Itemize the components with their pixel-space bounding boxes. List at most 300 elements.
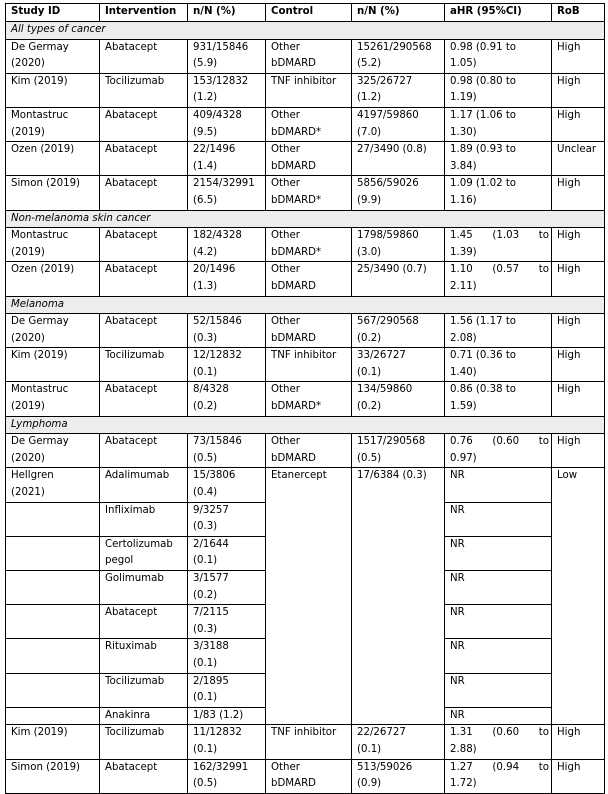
study-id-cell-line: (2021)	[11, 487, 45, 499]
intervention-count-cell	[188, 382, 266, 416]
control-cell-line: bDMARD	[271, 160, 316, 172]
ahr-cell-line: 0.98 (0.80 to	[450, 75, 517, 87]
intervention-cell	[100, 434, 188, 468]
rob-cell: High	[552, 176, 605, 210]
header-ahr: aHR (95%CI)	[445, 4, 552, 22]
control-cell-line: Other	[271, 761, 300, 773]
rob-cell: High	[552, 39, 605, 73]
control-count-cell	[352, 759, 445, 793]
intervention-cell	[100, 468, 188, 502]
intervention-cell-line: Infliximab	[105, 504, 156, 516]
ahr-cell: NR	[445, 536, 552, 570]
control-count-cell-line: (0.1)	[357, 743, 382, 755]
intervention-count-cell	[188, 228, 266, 262]
section-title: Non-melanoma skin cancer	[6, 210, 605, 228]
control-count-cell-line: 25/3490 (0.7)	[357, 264, 427, 276]
control-cell-line: Other	[271, 41, 300, 53]
intervention-count-cell-line: 2154/32991	[193, 178, 255, 190]
rob-cell: High	[552, 348, 605, 382]
ahr-word: 1.10	[450, 264, 473, 276]
section-header-row	[6, 210, 605, 228]
intervention-cell	[100, 725, 188, 759]
ahr-cell: NR	[445, 502, 552, 536]
ahr-cell	[445, 348, 552, 382]
intervention-count-cell-line: 22/1496	[193, 144, 236, 156]
rob-cell: High	[552, 759, 605, 793]
control-cell	[266, 262, 352, 296]
ahr-cell-line: 1.17 (1.06 to	[450, 109, 517, 121]
ahr-cell-line: 1.89 (0.93 to	[450, 144, 517, 156]
rob-cell: High	[552, 228, 605, 262]
intervention-count-cell-line: (1.4)	[193, 160, 218, 172]
intervention-cell-line: Abatacept	[105, 607, 158, 619]
intervention-cell-line: Abatacept	[105, 178, 158, 190]
empty-study-cell	[6, 639, 100, 673]
empty-study-cell	[6, 536, 100, 570]
intervention-count-cell	[188, 707, 266, 725]
control-cell-line: Etanercept	[271, 470, 327, 482]
study-id-cell-line: Simon (2019)	[11, 178, 81, 190]
intervention-count-cell-line: (0.5)	[193, 452, 218, 464]
table-row	[6, 107, 605, 141]
intervention-cell	[100, 382, 188, 416]
control-count-cell	[352, 262, 445, 296]
study-id-cell	[6, 107, 100, 141]
ahr-cell	[445, 434, 552, 468]
ahr-cell-line	[450, 434, 549, 451]
intervention-count-cell-line: 153/12832	[193, 75, 249, 87]
intervention-cell-line: Tocilizumab	[105, 727, 165, 739]
ahr-word: (0.60	[492, 436, 520, 448]
study-id-cell-line: De Germay	[11, 316, 69, 328]
table-row	[6, 142, 605, 176]
intervention-cell-line: Abatacept	[105, 230, 158, 242]
ahr-word: 1.31	[450, 727, 473, 739]
intervention-cell-line: Abatacept	[105, 436, 158, 448]
section-header-row	[6, 296, 605, 314]
intervention-count-cell	[188, 502, 266, 536]
ahr-cell: NR	[445, 707, 552, 725]
intervention-count-cell	[188, 73, 266, 107]
study-id-cell	[6, 39, 100, 73]
control-cell	[266, 73, 352, 107]
intervention-count-cell	[188, 434, 266, 468]
intervention-cell-line: Golimumab	[105, 573, 164, 584]
intervention-cell-line: Anakinra	[105, 709, 151, 721]
ahr-cell-line: 0.97)	[450, 452, 477, 464]
intervention-count-cell	[188, 571, 266, 605]
intervention-cell-line: Adalimumab	[105, 470, 170, 482]
ahr-cell-line: 1.39)	[450, 246, 477, 258]
control-count-cell-line: 1517/290568	[357, 436, 426, 448]
ahr-cell-line: 1.72)	[450, 778, 477, 790]
control-cell-line: TNF inhibitor	[271, 727, 337, 739]
intervention-count-cell-line: (0.1)	[193, 366, 218, 378]
study-id-cell-line: Simon (2019)	[11, 761, 81, 773]
intervention-cell	[100, 176, 188, 210]
intervention-count-cell	[188, 107, 266, 141]
study-id-cell	[6, 73, 100, 107]
study-id-cell-line: (2020)	[11, 58, 45, 70]
header-study-id: Study ID	[6, 4, 100, 22]
control-cell-line: Other	[271, 264, 300, 276]
ahr-cell-line: 0.71 (0.36 to	[450, 350, 517, 362]
intervention-count-cell-line: 182/4328	[193, 230, 242, 242]
ahr-cell-line: 3.84)	[450, 160, 477, 172]
intervention-cell	[100, 73, 188, 107]
study-id-cell-line: De Germay	[11, 436, 69, 448]
ahr-cell: NR	[445, 571, 552, 605]
control-count-cell-line: 513/59026	[357, 761, 413, 773]
intervention-count-cell	[188, 314, 266, 348]
table-row	[6, 434, 605, 468]
intervention-count-cell-line: (0.4)	[193, 487, 218, 499]
control-count-cell-line: (0.9)	[357, 778, 382, 790]
intervention-cell	[100, 39, 188, 73]
intervention-count-cell-line: 52/15846	[193, 316, 242, 328]
control-count-cell	[352, 176, 445, 210]
intervention-count-cell	[188, 176, 266, 210]
control-count-cell-line: (3.0)	[357, 246, 382, 258]
table-row	[6, 176, 605, 210]
intervention-cell-line: Abatacept	[105, 41, 158, 53]
ahr-cell-line: 0.86 (0.38 to	[450, 384, 517, 396]
intervention-count-cell-line: (0.5)	[193, 778, 218, 790]
intervention-count-cell-line: (6.5)	[193, 194, 218, 206]
intervention-cell	[100, 673, 188, 707]
control-cell-line: Other	[271, 144, 300, 156]
intervention-count-cell	[188, 39, 266, 73]
section-header-row	[6, 22, 605, 40]
empty-study-cell	[6, 571, 100, 605]
control-cell-line: bDMARD*	[271, 246, 322, 258]
ahr-word: to	[538, 761, 549, 773]
intervention-cell	[100, 107, 188, 141]
study-id-cell-line: Kim (2019)	[11, 75, 68, 87]
ahr-cell-line: 1.59)	[450, 401, 477, 413]
ahr-cell	[445, 228, 552, 262]
rob-cell: High	[552, 725, 605, 759]
ahr-cell: NR	[445, 673, 552, 707]
intervention-count-cell-line: 2/1895	[193, 675, 229, 687]
table-row	[6, 382, 605, 416]
study-id-cell	[6, 759, 100, 793]
study-id-cell-line: (2019)	[11, 401, 45, 413]
control-cell	[266, 468, 352, 725]
ahr-cell-line: 0.98 (0.91 to	[450, 41, 517, 53]
ahr-cell	[445, 142, 552, 176]
ahr-cell: NR	[445, 639, 552, 673]
table-row	[6, 348, 605, 382]
control-count-cell	[352, 468, 445, 725]
rob-cell: Unclear	[552, 142, 605, 176]
ahr-cell-line: 1.19)	[450, 92, 477, 104]
ahr-word: to	[538, 264, 549, 276]
control-count-cell-line: 1798/59860	[357, 230, 419, 242]
ahr-word: to	[538, 230, 549, 242]
intervention-count-cell-line: (0.3)	[193, 332, 218, 344]
control-cell	[266, 759, 352, 793]
ahr-cell	[445, 176, 552, 210]
intervention-cell	[100, 639, 188, 673]
control-count-cell-line: (1.2)	[357, 92, 382, 104]
control-count-cell-line: (0.5)	[357, 452, 382, 464]
control-count-cell-line: 15261/290568	[357, 41, 432, 53]
control-count-cell-line: (0.1)	[357, 366, 382, 378]
control-count-cell-line: (5.2)	[357, 58, 382, 70]
rob-cell: High	[552, 107, 605, 141]
control-cell	[266, 39, 352, 73]
intervention-count-cell-line: 931/15846	[193, 41, 249, 53]
intervention-count-cell-line: 1/83 (1.2)	[193, 709, 244, 721]
intervention-count-cell-line: 409/4328	[193, 109, 242, 121]
ahr-cell-line	[450, 725, 549, 742]
intervention-count-cell-line: (0.1)	[193, 555, 218, 567]
ahr-word: to	[538, 436, 549, 448]
control-count-cell	[352, 142, 445, 176]
control-count-cell-line: 33/26727	[357, 350, 406, 362]
ahr-word: (0.57	[492, 264, 520, 276]
rob-cell: Low	[552, 468, 605, 725]
control-count-cell-line: (9.9)	[357, 194, 382, 206]
study-id-cell-line: Montastruc	[11, 109, 69, 121]
intervention-count-cell	[188, 536, 266, 570]
intervention-count-cell-line: 8/4328	[193, 384, 229, 396]
intervention-count-cell-line: (0.1)	[193, 657, 218, 669]
table-row	[6, 73, 605, 107]
study-id-cell	[6, 468, 100, 502]
ahr-cell	[445, 314, 552, 348]
intervention-count-cell-line: 7/2115	[193, 607, 229, 619]
control-count-cell-line: 22/26727	[357, 727, 406, 739]
control-cell-line: bDMARD	[271, 452, 316, 464]
header-row	[6, 4, 605, 22]
intervention-cell-line: Rituximab	[105, 641, 157, 653]
intervention-cell	[100, 228, 188, 262]
control-count-cell-line: (7.0)	[357, 126, 382, 138]
control-count-cell-line: 4197/59860	[357, 109, 419, 121]
header-control: Control	[266, 4, 352, 22]
ahr-cell-line: 1.16)	[450, 194, 477, 206]
ahr-word: to	[538, 727, 549, 739]
control-cell-line: bDMARD*	[271, 401, 322, 413]
rob-cell: High	[552, 73, 605, 107]
study-id-cell	[6, 348, 100, 382]
ahr-cell	[445, 262, 552, 296]
control-cell-line: TNF inhibitor	[271, 75, 337, 87]
control-cell-line: bDMARD	[271, 58, 316, 70]
intervention-cell-line: Abatacept	[105, 316, 158, 328]
study-id-cell	[6, 314, 100, 348]
study-id-cell-line: (2019)	[11, 126, 45, 138]
intervention-cell-line: Abatacept	[105, 384, 158, 396]
empty-study-cell	[6, 605, 100, 639]
intervention-count-cell-line: 2/1644	[193, 538, 229, 550]
header-intervention: Intervention	[100, 4, 188, 22]
header-control-count: n/N (%)	[352, 4, 445, 22]
intervention-cell	[100, 707, 188, 725]
ahr-cell-line: 1.56 (1.17 to	[450, 316, 517, 328]
intervention-count-cell-line: (0.2)	[193, 589, 218, 601]
study-id-cell-line: Kim (2019)	[11, 727, 68, 739]
control-count-cell-line: 567/290568	[357, 316, 419, 328]
control-count-cell	[352, 725, 445, 759]
intervention-cell	[100, 536, 188, 570]
intervention-cell	[100, 502, 188, 536]
ahr-cell: NR	[445, 468, 552, 502]
intervention-cell-line: Tocilizumab	[105, 350, 165, 362]
intervention-cell	[100, 605, 188, 639]
intervention-cell-line: Tocilizumab	[105, 75, 165, 87]
intervention-count-cell-line: (0.1)	[193, 692, 218, 704]
study-id-cell-line: Ozen (2019)	[11, 144, 75, 156]
control-cell-line: Other	[271, 316, 300, 328]
intervention-count-cell-line: 73/15846	[193, 436, 242, 448]
control-cell-line: bDMARD	[271, 778, 316, 790]
control-count-cell	[352, 314, 445, 348]
intervention-count-cell-line: (5.9)	[193, 58, 218, 70]
empty-study-cell	[6, 673, 100, 707]
intervention-count-cell-line: 3/3188	[193, 641, 229, 653]
header-rob: RoB	[552, 4, 605, 22]
study-id-cell-line: (2020)	[11, 452, 45, 464]
rob-cell: High	[552, 382, 605, 416]
control-cell-line: TNF inhibitor	[271, 350, 337, 362]
ahr-cell-line: 1.05)	[450, 58, 477, 70]
intervention-count-cell-line: 9/3257	[193, 504, 229, 516]
control-count-cell-line: (0.2)	[357, 401, 382, 413]
table-row	[6, 468, 605, 502]
intervention-cell	[100, 142, 188, 176]
table-row	[6, 725, 605, 759]
control-cell	[266, 107, 352, 141]
rob-cell: High	[552, 434, 605, 468]
table-row	[6, 39, 605, 73]
control-count-cell	[352, 382, 445, 416]
intervention-cell-line: Tocilizumab	[105, 675, 165, 687]
table-row	[6, 314, 605, 348]
control-cell-line: bDMARD	[271, 280, 316, 292]
study-id-cell	[6, 176, 100, 210]
study-id-cell-line: Montastruc	[11, 384, 69, 396]
intervention-count-cell-line: 162/32991	[193, 761, 249, 773]
ahr-cell-line: 2.88)	[450, 743, 477, 755]
control-count-cell-line: 17/6384 (0.3)	[357, 470, 427, 482]
control-count-cell-line: (0.2)	[357, 332, 382, 344]
table-row	[6, 262, 605, 296]
intervention-count-cell-line: 11/12832	[193, 727, 242, 739]
intervention-cell	[100, 262, 188, 296]
intervention-count-cell-line: (0.3)	[193, 521, 218, 533]
control-count-cell-line: 27/3490 (0.8)	[357, 144, 427, 156]
intervention-count-cell-line: (0.1)	[193, 743, 218, 755]
intervention-count-cell	[188, 725, 266, 759]
control-cell	[266, 142, 352, 176]
intervention-count-cell	[188, 262, 266, 296]
rob-cell: High	[552, 314, 605, 348]
study-id-cell	[6, 725, 100, 759]
ahr-cell: NR	[445, 605, 552, 639]
ahr-cell-line	[450, 262, 549, 279]
section-title: All types of cancer	[6, 22, 605, 40]
intervention-count-cell-line: 15/3806	[193, 470, 236, 482]
control-cell-line: Other	[271, 178, 300, 190]
study-id-cell	[6, 228, 100, 262]
empty-study-cell	[6, 707, 100, 725]
intervention-cell	[100, 314, 188, 348]
ahr-cell	[445, 725, 552, 759]
ahr-cell	[445, 39, 552, 73]
intervention-count-cell	[188, 605, 266, 639]
study-id-cell-line: (2019)	[11, 246, 45, 258]
study-id-cell-line: Kim (2019)	[11, 350, 68, 362]
control-count-cell	[352, 39, 445, 73]
ahr-word: 1.45	[450, 230, 473, 242]
results-table	[5, 3, 605, 794]
study-id-cell	[6, 142, 100, 176]
control-count-cell	[352, 228, 445, 262]
intervention-cell	[100, 348, 188, 382]
intervention-count-cell-line: 3/1577	[193, 573, 229, 584]
ahr-cell-line	[450, 760, 549, 777]
control-count-cell-line: 325/26727	[357, 75, 413, 87]
ahr-cell-line: 1.40)	[450, 366, 477, 378]
control-cell-line: Other	[271, 384, 300, 396]
intervention-count-cell	[188, 759, 266, 793]
intervention-cell-line: Abatacept	[105, 761, 158, 773]
header-intervention-count: n/N (%)	[188, 4, 266, 22]
intervention-count-cell-line: (1.2)	[193, 92, 218, 104]
control-cell-line: bDMARD*	[271, 126, 322, 138]
intervention-count-cell	[188, 142, 266, 176]
ahr-cell-line: 1.09 (1.02 to	[450, 178, 517, 190]
ahr-word: 1.27	[450, 761, 473, 773]
intervention-count-cell	[188, 639, 266, 673]
control-cell	[266, 176, 352, 210]
control-count-cell-line: 134/59860	[357, 384, 413, 396]
table-row	[6, 759, 605, 793]
intervention-count-cell-line: (4.2)	[193, 246, 218, 258]
control-count-cell	[352, 434, 445, 468]
study-id-cell	[6, 262, 100, 296]
ahr-cell	[445, 107, 552, 141]
control-cell-line: bDMARD*	[271, 194, 322, 206]
ahr-cell	[445, 73, 552, 107]
ahr-cell	[445, 382, 552, 416]
ahr-word: (1.03	[492, 230, 520, 242]
control-cell	[266, 725, 352, 759]
ahr-cell	[445, 759, 552, 793]
intervention-cell-line: Abatacept	[105, 264, 158, 276]
intervention-count-cell-line: 20/1496	[193, 264, 236, 276]
study-id-cell-line: Ozen (2019)	[11, 264, 75, 276]
intervention-count-cell-line: (0.3)	[193, 623, 218, 635]
section-title: Lymphoma	[6, 416, 605, 434]
section-header-row	[6, 416, 605, 434]
intervention-cell	[100, 571, 188, 605]
control-cell-line: Other	[271, 436, 300, 448]
study-id-cell-line: De Germay	[11, 41, 69, 53]
control-cell-line: Other	[271, 230, 300, 242]
intervention-cell	[100, 759, 188, 793]
empty-study-cell	[6, 502, 100, 536]
ahr-word: (0.60	[492, 727, 520, 739]
control-cell-line: Other	[271, 109, 300, 121]
intervention-count-cell-line: (9.5)	[193, 126, 218, 138]
control-count-cell	[352, 348, 445, 382]
table-body	[6, 22, 605, 794]
intervention-count-cell	[188, 348, 266, 382]
